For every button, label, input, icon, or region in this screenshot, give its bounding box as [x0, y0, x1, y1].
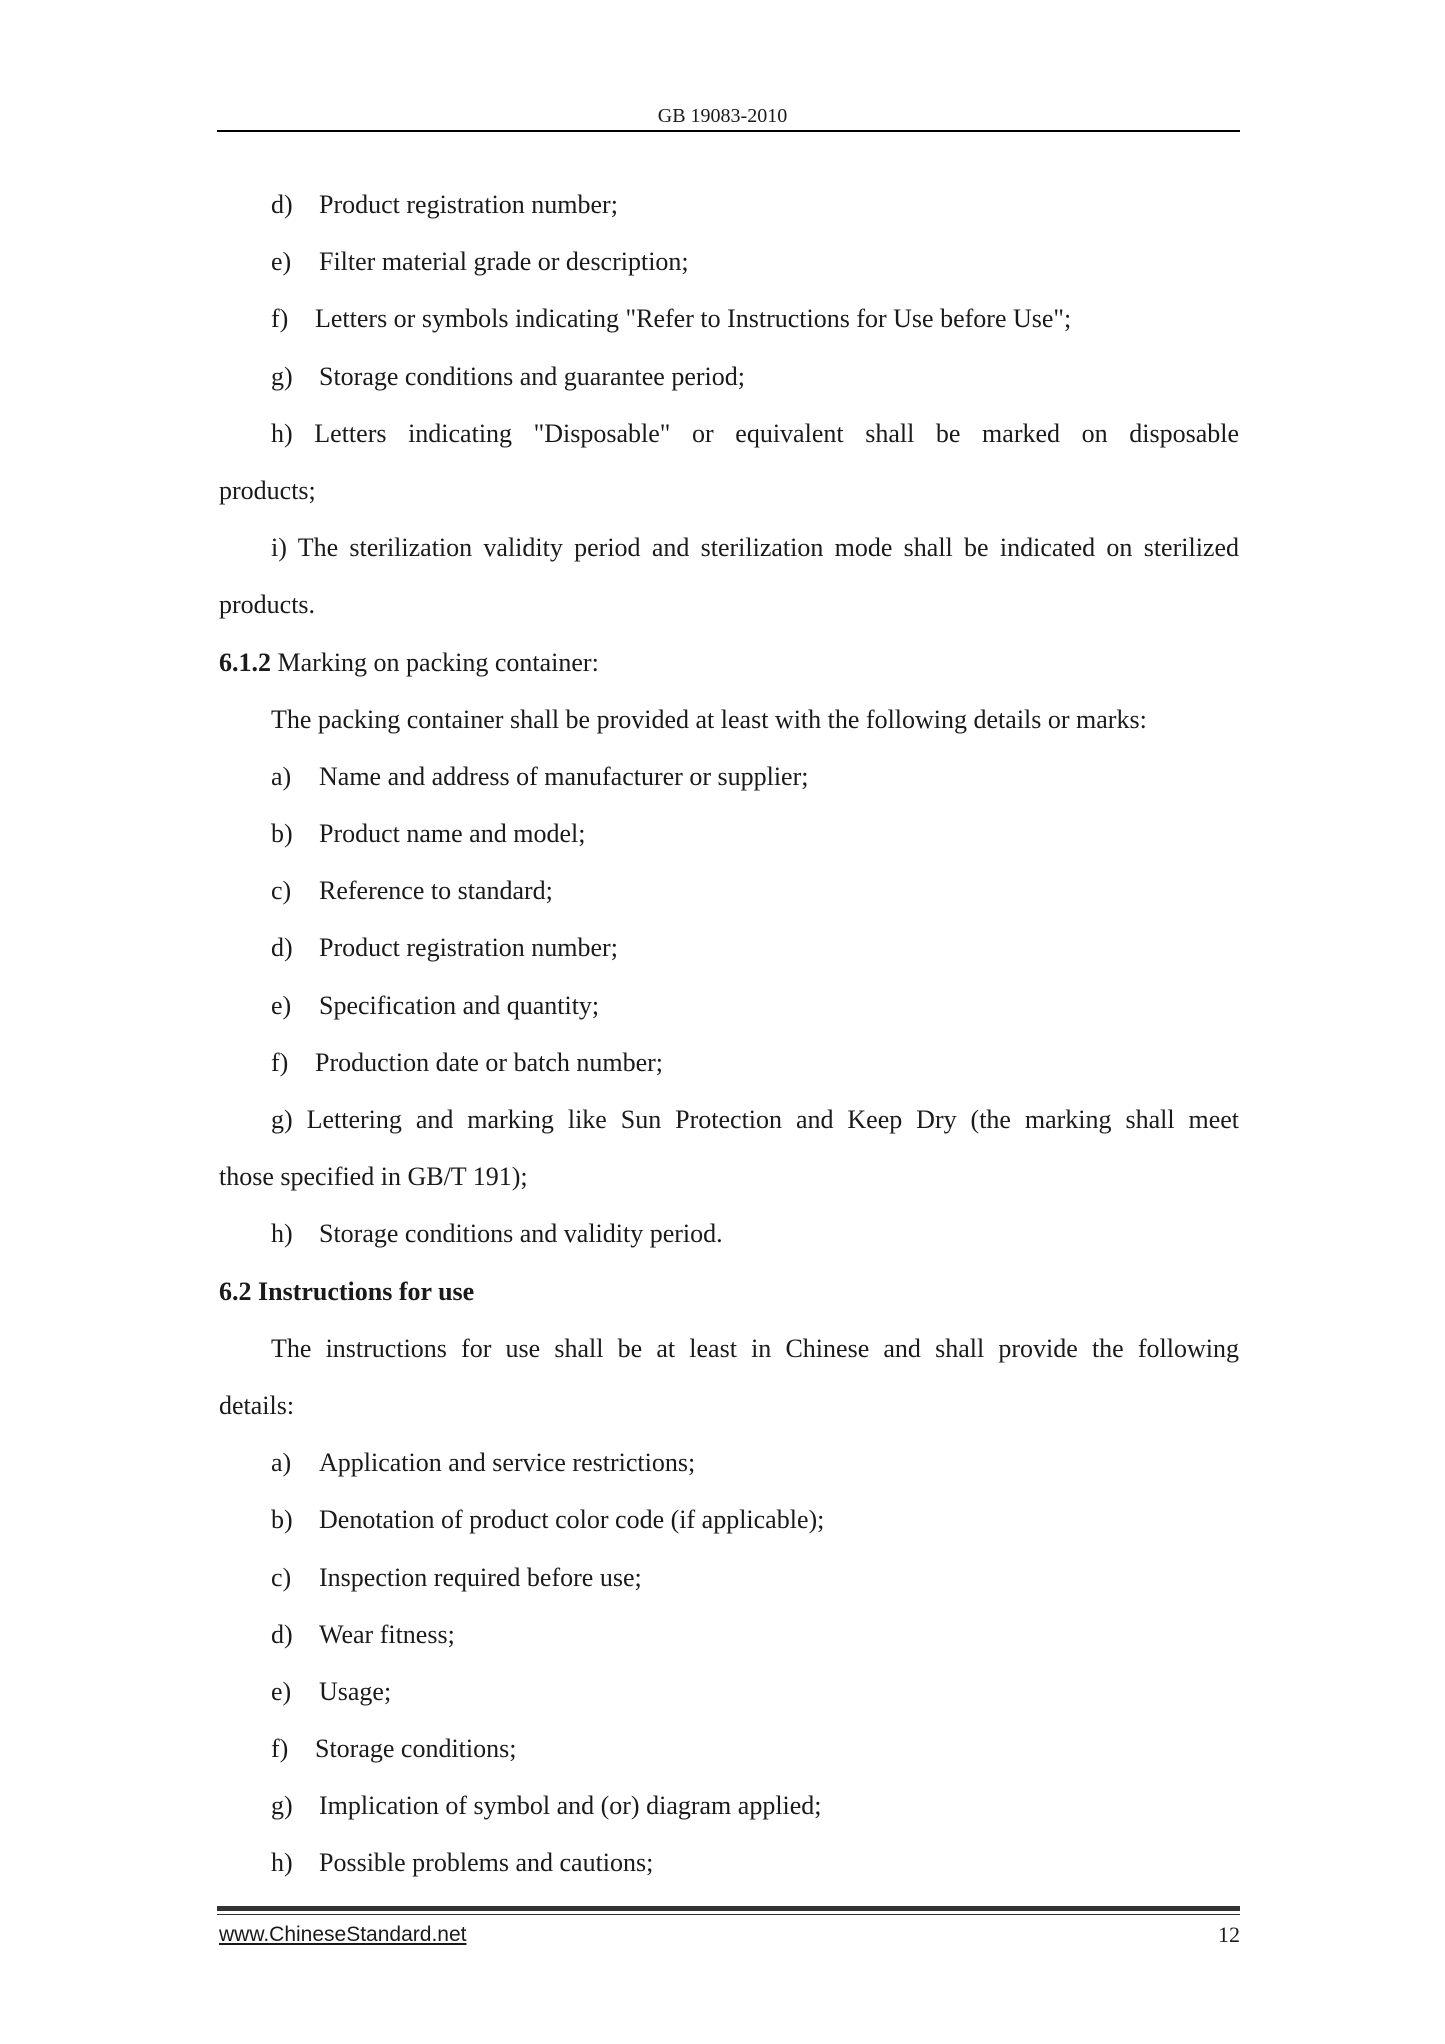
list-item: d) Product registration number; — [271, 933, 618, 963]
section-intro: The packing container shall be provided at least with the following details or marks: — [271, 704, 1147, 734]
list-item: h) Storage conditions and validity period. — [271, 1219, 723, 1249]
list-item: e) Specification and quantity; — [271, 990, 600, 1020]
page-number: 12 — [1218, 1922, 1240, 1947]
list-item: f) Storage conditions; — [271, 1734, 517, 1764]
list-item: e) Filter material grade or description; — [271, 247, 689, 277]
list-item: d) Product registration number; — [271, 190, 618, 219]
page-body — [219, 185, 1239, 1901]
list-item: f) Letters or symbols indicating "Refer to Instructions for Use before Use"; — [271, 304, 1072, 334]
list-item: g) Implication of symbol and (or) diagram applied; — [271, 1791, 822, 1821]
list-item-continuation: products. — [219, 590, 316, 620]
list-item: a) Application and service restrictions; — [271, 1448, 696, 1478]
list-item: h) Letters indicating "Disposable" or equivalent shall be marked on disposable — [271, 418, 1239, 448]
section-intro-continuation: details: — [219, 1390, 295, 1420]
section-heading-62: 6.2 Instructions for use — [219, 1276, 475, 1306]
section-heading-612: 6.1.2 Marking on packing container: — [219, 647, 599, 677]
list-item: h) Possible problems and cautions; — [271, 1848, 654, 1878]
list-item-continuation: those specified in GB/T 191); — [219, 1162, 528, 1192]
doc-number: GB 19083-2010 — [657, 105, 788, 127]
list-item: g) Storage conditions and guarantee period; — [271, 361, 745, 391]
list-item: d) Wear fitness; — [271, 1619, 455, 1649]
list-item: c) Inspection required before use; — [271, 1562, 642, 1592]
header-rule — [217, 130, 1240, 132]
list-item-continuation: products; — [219, 475, 316, 505]
list-item: b) Product name and model; — [271, 819, 586, 849]
list-item: e) Usage; — [271, 1676, 392, 1706]
footer-rule-thin — [217, 1914, 1240, 1915]
website-link[interactable]: www.ChineseStandard.net — [219, 1923, 467, 1946]
list-item: i) The sterilization validity period and sterilization mode shall be indicated on sterilized — [271, 533, 1239, 563]
list-item: b) Denotation of product color code (if applicable); — [271, 1505, 825, 1535]
section-intro: The instructions for use shall be at least in Chinese and shall provide the following — [271, 1333, 1239, 1363]
footer-rule — [217, 1906, 1240, 1911]
list-item: c) Reference to standard; — [271, 876, 553, 906]
list-item: g) Lettering and marking like Sun Protection and Keep Dry (the marking shall meet — [271, 1105, 1240, 1134]
list-item: a) Name and address of manufacturer or supplier; — [271, 761, 809, 791]
list-item: f) Production date or batch number; — [271, 1047, 664, 1077]
